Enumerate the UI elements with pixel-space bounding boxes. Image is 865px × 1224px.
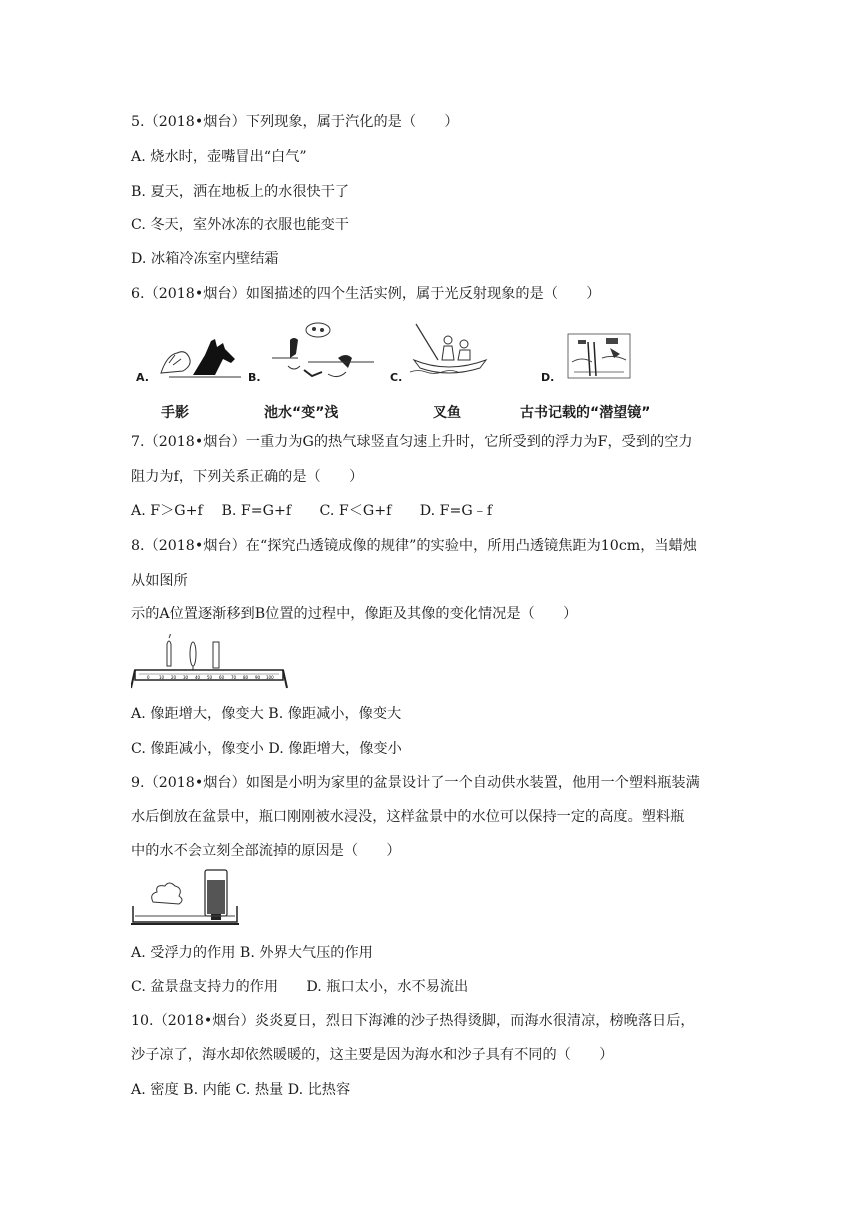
q7-options: A. F＞G+f B. F=G+f C. F＜G+f D. F=G﹣f (131, 503, 493, 519)
pool-illustration (268, 318, 378, 384)
q6-caption-c: 叉鱼 (433, 405, 461, 421)
hand-shadow-illustration (155, 333, 245, 381)
q9-stem-line-1: 9.（2018•烟台）如图是小明为家里的盆景设计了一个自动供水装置，他用一个塑料瓶装满 (131, 775, 700, 791)
q5-option-a: A. 烧水时，壶嘴冒出“白气” (131, 149, 307, 165)
q6-caption-d: 古书记载的“潜望镜” (520, 405, 651, 421)
ruler-tick-70: 70 (231, 675, 237, 680)
spear-fishing-illustration (408, 320, 490, 380)
q8-stem-line-2: 从如图所 (131, 573, 188, 589)
q6-label-d: D. (541, 371, 555, 384)
ruler-tick-10: 10 (159, 675, 165, 680)
ruler-tick-50: 50 (207, 675, 213, 680)
q9-options-cd: C. 盆景盘支持力的作用 D. 瓶口太小，水不易流出 (131, 979, 469, 995)
q6-caption-b: 池水“变”浅 (264, 405, 339, 421)
q6-label-a: A. (136, 371, 149, 384)
q8-stem-line-3: 示的A位置逐渐移到B位置的过程中，像距及其像的变化情况是（ ） (131, 606, 578, 622)
q5-option-c: C. 冬天，室外冰冻的衣服也能变干 (131, 217, 349, 233)
q8-options-ab: A. 像距增大，像变大 B. 像距减小，像变大 (131, 706, 402, 722)
q7-stem-line-1: 7.（2018•烟台）一重力为G的热气球竖直匀速上升时，它所受到的浮力为F，受到的空力 (131, 434, 693, 450)
q5-option-b: B. 夏天，洒在地板上的水很快干了 (131, 184, 350, 200)
q5-option-d: D. 冰箱冷冻室内壁结霜 (131, 251, 279, 267)
ruler-tick-40: 40 (195, 675, 201, 680)
ruler-tick-30: 30 (183, 675, 189, 680)
ruler-tick-0: 0 (147, 675, 150, 680)
ruler-tick-80: 80 (243, 675, 249, 680)
ruler-tick-60: 60 (219, 675, 225, 680)
q10-stem-line-2: 沙子凉了，海水却依然暖暖的，这主要是因为海水和沙子具有不同的（ ） (131, 1047, 614, 1063)
q7-stem-line-2: 阻力为f，下列关系正确的是（ ） (131, 469, 364, 485)
optical-bench-illustration (131, 634, 291, 692)
ruler-tick-20: 20 (171, 675, 177, 680)
q10-stem-line-1: 10.（2018•烟台）炎炎夏日，烈日下海滩的沙子热得烫脚，而海水很清凉，榜晚落日后， (131, 1013, 695, 1029)
q8-stem-line-1: 8.（2018•烟台）在“探究凸透镜成像的规律”的实验中，所用凸透镜焦距为10cm，当蜡烛 (131, 538, 697, 554)
q6-stem: 6.（2018•烟台）如图描述的四个生活实例，属于光反射现象的是（ ） (131, 286, 601, 302)
q9-options-ab: A. 受浮力的作用 B. 外界大气压的作用 (131, 945, 373, 961)
q6-caption-a: 手影 (161, 405, 189, 421)
q5-stem: 5.（2018•烟台）下列现象，属于汽化的是（ ） (131, 114, 459, 130)
periscope-illustration (566, 332, 632, 380)
ruler-tick-90: 90 (255, 675, 261, 680)
water-feeder-illustration (131, 866, 241, 932)
q9-stem-line-3: 中的水不会立刻全部流掉的原因是（ ） (131, 843, 401, 859)
q8-options-cd: C. 像距减小，像变小 D. 像距增大，像变小 (131, 741, 402, 757)
q9-stem-line-2: 水后倒放在盆景中，瓶口刚刚被水浸没，这样盆景中的水位可以保持一定的高度。塑料瓶 (131, 809, 685, 825)
q10-options: A. 密度 B. 内能 C. 热量 D. 比热容 (131, 1082, 351, 1098)
q6-label-b: B. (248, 371, 261, 384)
ruler-tick-100: 100 (266, 675, 274, 680)
q6-label-c: C. (390, 371, 403, 384)
